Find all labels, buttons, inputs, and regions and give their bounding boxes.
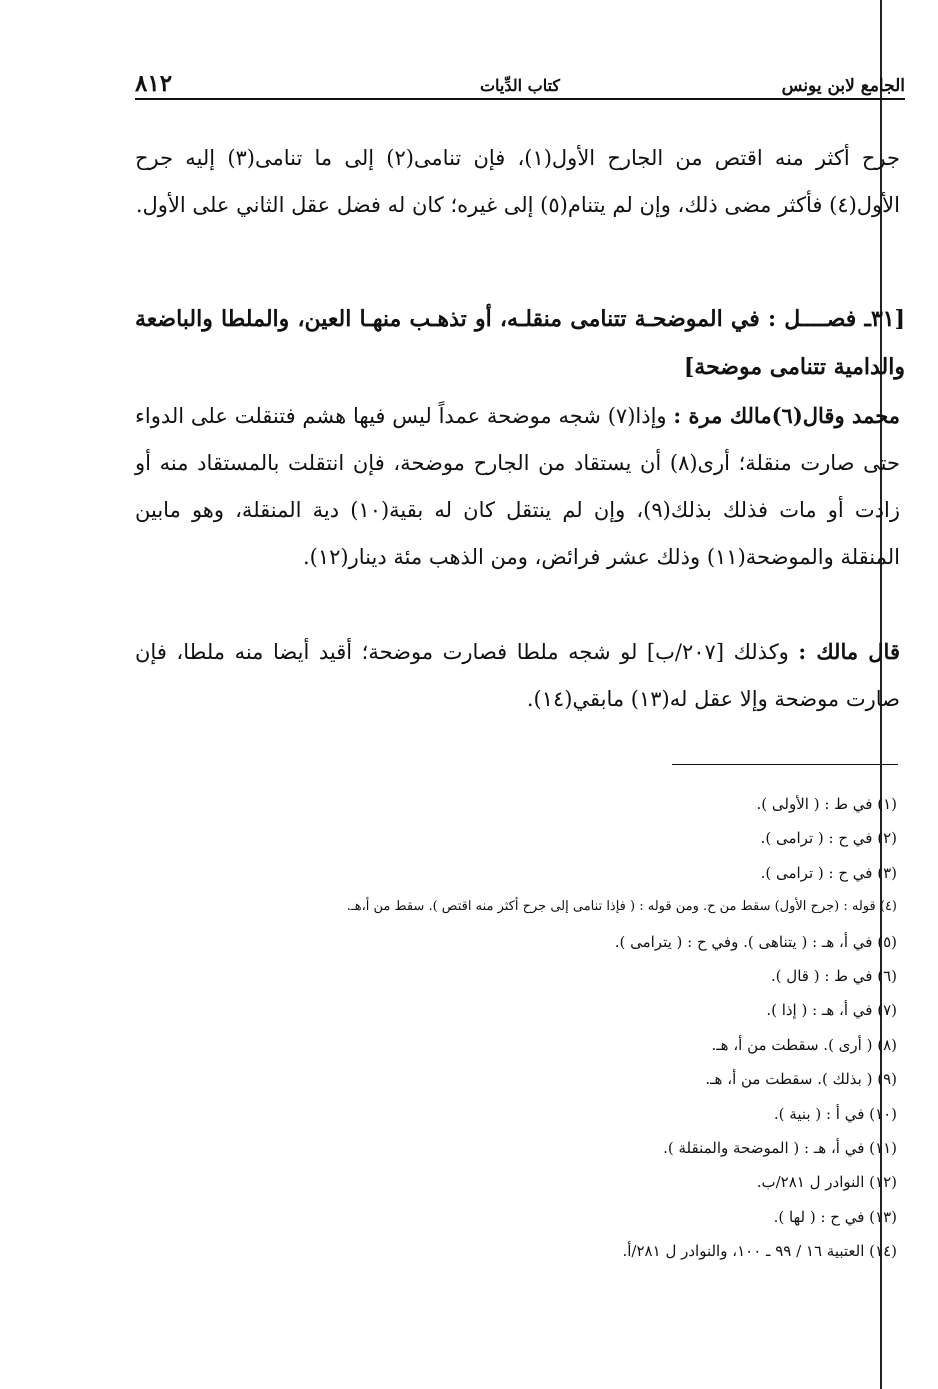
footnote-3: (٣) في ح : ( ترامى ).: [760, 863, 897, 882]
chapter-title: كتاب الدِّيات: [479, 76, 561, 95]
running-header: [135, 70, 905, 100]
paragraph-2-text: [135, 392, 900, 581]
footnote-6: (٦) في ط : ( قال ).: [770, 966, 897, 985]
section-heading: [٣١ـ فصــــل : في الموضحـة تتنامى منقلـه، أو تذهـب منهـا العين، والملطا والباضعة والدامية تتنامى موضحة]: [135, 306, 905, 380]
header-rule: [135, 98, 905, 100]
footnote-11: (١١) في أ، هـ : ( الموضحة والمنقلة ).: [663, 1138, 897, 1157]
footnote-8: (٨) ( أرى ). سقطت من أ، هـ.: [711, 1035, 897, 1054]
paragraph-3: [135, 628, 900, 723]
paragraph-1: [135, 135, 900, 229]
page-number: ٨١٢: [135, 70, 173, 97]
footnotes: [135, 787, 897, 1268]
paragraph-2-lead: محمد وقال(٦)مالك مرة :: [673, 403, 900, 428]
paragraph-3-lead: قال مالك :: [798, 639, 900, 664]
paragraph-2-body: وإذا(٧) شجه موضحة عمداً ليس فيها هشم فتنقلت على الدواء حتى صارت منقلة؛ أرى(٨) أن يستقاد من الجارح موضحة، فإن انتقلت بالمستقاد منه أو زادت أو مات فذلك بذلك(٩)، وإن لم ينتقل كان له بقية(١٠) دية المنقلة، وهو مابين المنقلة والموضحة(١١) وذلك عشر فرائض، ومن الذهب مئة دينار(١٢).: [135, 404, 900, 569]
paragraph-3-body: وكذلك [٢٠٧/ب] لو شجه ملطا فصارت موضحة؛ أقيد أيضا منه ملطا، فإن صارت موضحة وإلا عقل له(١٣) مابقي(١٤).: [135, 640, 900, 711]
footnote-12: (١٢) النوادر ل ٢٨١/ب.: [756, 1173, 897, 1192]
footnote-2: (٢) في ح : ( ترامى ).: [760, 829, 897, 848]
footnote-14: (١٤) العتبية ١٦ / ٩٩ ـ ١٠٠، والنوادر ل ٢٨١/أ.: [622, 1242, 897, 1261]
footnote-13: (١٣) في ح : ( لها ).: [773, 1207, 897, 1226]
footnote-7: (٧) في أ، هـ : ( إذا ).: [766, 1001, 897, 1020]
footnote-separator: [672, 764, 898, 765]
book-title: الجامع لابن يونس: [781, 76, 905, 96]
footnote-5: (٥) في أ، هـ : ( يتناهى ). وفي ح : ( يترامى ).: [614, 932, 897, 951]
footnote-1: (١) في ط : ( الأولى ).: [756, 795, 897, 813]
footnote-4: (٤) قوله : (جرح الأول) سقط من ح. ومن قوله : ( فإذا تنامى إلى جرح أكثر منه اقتص ). سقط من أ،هـ.: [346, 899, 897, 915]
paragraph-1-text: جرح أكثر منه اقتص من الجارح الأول(١)، فإن تنامى(٢) إلى ما تنامى(٣) إليه جرح الأول(٤) فأكثر مضى ذلك، وإن لم يتنام(٥) إلى غيره؛ كان له فضل عقل الثاني على الأول.: [135, 146, 900, 217]
footnote-10: (١٠) في أ : ( بنية ).: [773, 1104, 897, 1123]
footnote-9: (٩) ( بذلك ). سقطت من أ، هـ.: [705, 1070, 897, 1089]
paragraph-2: [135, 392, 900, 581]
paragraph-3-text: [135, 628, 900, 723]
